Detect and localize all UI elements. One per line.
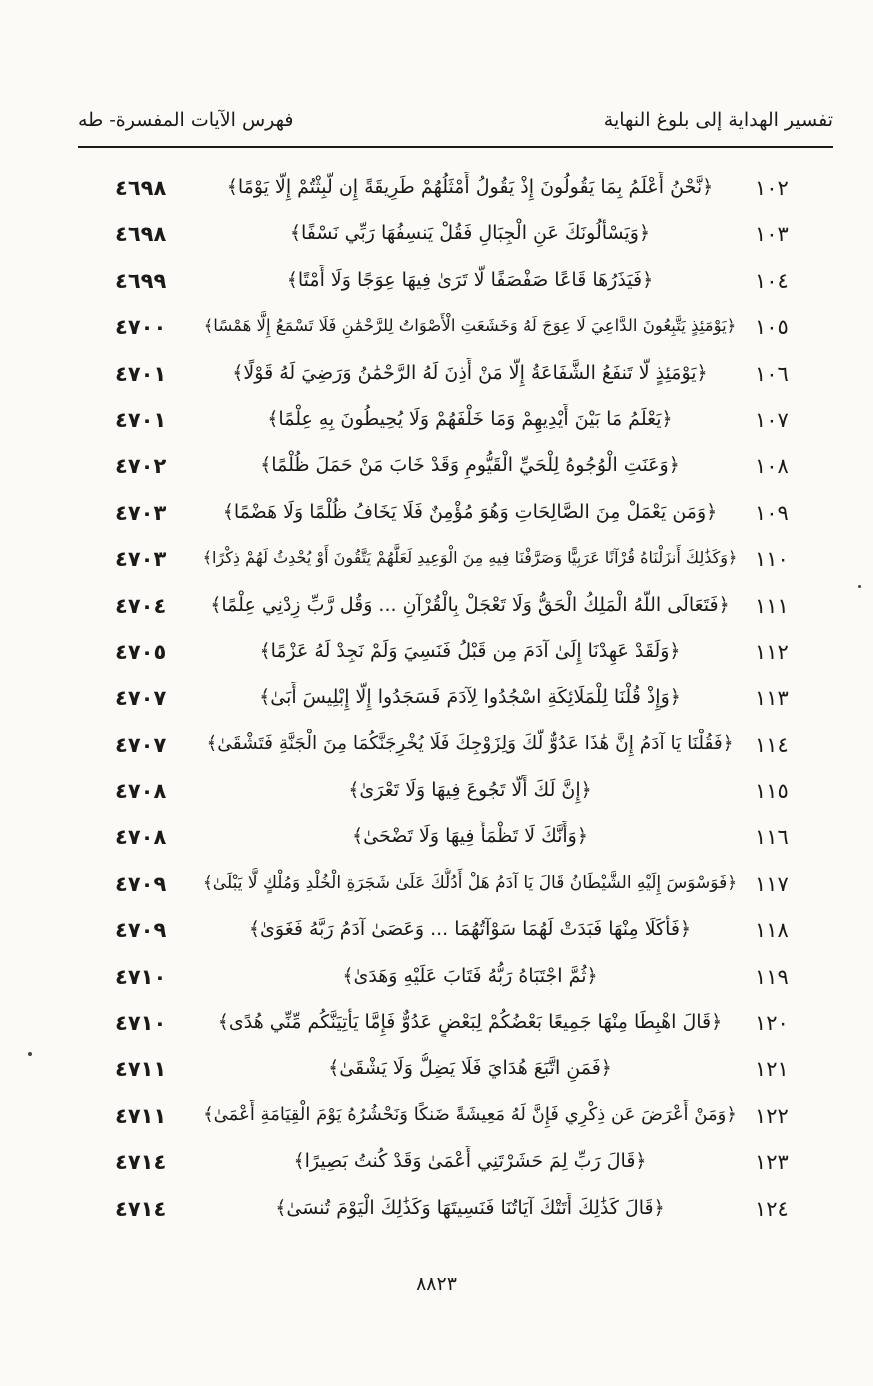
verse-text: ﴿نَّحْنُ أَعْلَمُ بِمَا يَقُولُونَ إِذْ يَقُولُ أَمْثَلُهُمْ طَرِيقَةً إِن لَّبِثْتُمْ إِلَّا يَوْمًا﴾	[226, 176, 714, 198]
page-reference: ٤٧٠١	[115, 361, 167, 386]
page-reference: ٤٧١٠	[115, 964, 167, 989]
verse-number: ١٠٩	[755, 500, 789, 525]
verse-number: ١١٦	[755, 825, 789, 850]
verse-number: ١١٨	[755, 918, 789, 943]
table-row	[0, 354, 873, 400]
page-reference: ٤٧٠٨	[115, 779, 167, 804]
table-row	[0, 678, 873, 724]
page-reference: ٤٧٠٧	[115, 686, 167, 711]
table-row	[0, 307, 873, 353]
verse-number: ١١٠	[755, 547, 789, 572]
page-reference: ٤٧٠٢	[115, 454, 167, 479]
table-row	[0, 168, 873, 214]
page-reference: ٤٧١١	[115, 1103, 167, 1128]
verse-number: ١٢٣	[755, 1150, 789, 1175]
page-reference: ٤٦٩٩	[115, 268, 167, 293]
verse-text: ﴿يَوْمَئِذٍ يَتَّبِعُونَ الدَّاعِيَ لَا عِوَجَ لَهُ وَخَشَعَتِ الْأَصْوَاتُ لِلرَّحْمَٰنِ فَلَا تَسْمَعُ إِلَّا هَمْسًا﴾	[203, 316, 737, 336]
table-row	[0, 493, 873, 539]
table-row	[0, 446, 873, 492]
table-row	[0, 214, 873, 260]
verse-number: ١١١	[755, 593, 789, 618]
verse-text: ﴿فَيَذَرُهَا قَاعًا صَفْصَفًا لَّا تَرَىٰ فِيهَا عِوَجًا وَلَا أَمْتًا﴾	[286, 268, 654, 291]
verse-number: ١١٧	[755, 871, 789, 896]
verse-index-table	[0, 168, 873, 1235]
verse-number: ١٠٤	[755, 268, 789, 293]
verse-number: ١٢٠	[755, 1011, 789, 1036]
page-reference: ٤٧٠٣	[115, 547, 167, 572]
verse-text: ﴿وَيَسْأَلُونَكَ عَنِ الْجِبَالِ فَقُلْ يَنسِفُهَا رَبِّي نَسْفًا﴾	[289, 222, 651, 245]
verse-text: ﴿قَالَ رَبِّ لِمَ حَشَرْتَنِي أَعْمَىٰ وَقَدْ كُنتُ بَصِيرًا﴾	[293, 1150, 647, 1173]
verse-text: ﴿وَعَنَتِ الْوُجُوهُ لِلْحَيِّ الْقَيُّومِ وَقَدْ خَابَ مَنْ حَمَلَ ظُلْمًا﴾	[260, 454, 680, 477]
table-row	[0, 725, 873, 771]
verse-number: ١١٩	[755, 964, 789, 989]
table-row	[0, 1096, 873, 1142]
table-row	[0, 261, 873, 307]
page-reference: ٤٧٠٩	[115, 871, 167, 896]
verse-number: ١٠٨	[755, 454, 789, 479]
table-row	[0, 1049, 873, 1095]
verse-text: ﴿قَالَ اهْبِطَا مِنْهَا جَمِيعًا بَعْضُكُمْ لِبَعْضٍ عَدُوٌّ فَإِمَّا يَأْتِيَنَّكُم مِّنِّي هُدًى﴾	[217, 1011, 723, 1034]
verse-number: ١١٤	[755, 732, 789, 757]
page-reference: ٤٧٠٣	[115, 500, 167, 525]
page-reference: ٤٧٠٨	[115, 825, 167, 850]
verse-number: ١٢٢	[755, 1103, 789, 1128]
verse-text: ﴿ثُمَّ اجْتَبَاهُ رَبُّهُ فَتَابَ عَلَيْهِ وَهَدَىٰ﴾	[342, 964, 598, 987]
scan-speck	[858, 585, 861, 588]
page-reference: ٤٦٩٨	[115, 222, 167, 247]
verse-number: ١٠٣	[755, 222, 789, 247]
verse-text: ﴿فَتَعَالَى اللَّهُ الْمَلِكُ الْحَقُّ وَلَا تَعْجَلْ بِالْقُرْآنِ ... وَقُل رَّبِّ زِدْنِي عِلْمًا﴾	[210, 593, 730, 616]
verse-text: ﴿فَمَنِ اتَّبَعَ هُدَايَ فَلَا يَضِلُّ وَلَا يَشْقَىٰ﴾	[328, 1057, 612, 1080]
verse-text: ﴿وَلَقَدْ عَهِدْنَا إِلَىٰ آدَمَ مِن قَبْلُ فَنَسِيَ وَلَمْ نَجِدْ لَهُ عَزْمًا﴾	[259, 639, 681, 662]
verse-text: ﴿قَالَ كَذَٰلِكَ أَتَتْكَ آيَاتُنَا فَنَسِيتَهَا وَكَذَٰلِكَ الْيَوْمَ تُنسَىٰ﴾	[275, 1196, 665, 1219]
table-row	[0, 957, 873, 1003]
verse-text: ﴿وَأَنَّكَ لَا تَظْمَأُ فِيهَا وَلَا تَضْحَىٰ﴾	[352, 825, 588, 848]
page-reference: ٤٧٠٠	[115, 315, 167, 340]
verse-number: ١٠٦	[755, 361, 789, 386]
running-header	[78, 100, 833, 140]
verse-number: ١١٥	[755, 779, 789, 804]
page-reference: ٤٧٠٥	[115, 639, 167, 664]
page-reference: ٤٦٩٨	[115, 176, 167, 200]
page-reference: ٤٧١٠	[115, 1011, 167, 1036]
page-reference: ٤٧١١	[115, 1057, 167, 1082]
verse-text: ﴿وَمَنْ أَعْرَضَ عَن ذِكْرِي فَإِنَّ لَهُ مَعِيشَةً ضَنكًا وَنَحْشُرُهُ يَوْمَ الْقِيَامَةِ أَعْمَىٰ﴾	[203, 1103, 737, 1125]
verse-number: ١١٢	[755, 639, 789, 664]
page-reference: ٤٧٠١	[115, 407, 167, 432]
table-row	[0, 864, 873, 910]
verse-number: ١٠٢	[755, 176, 789, 200]
table-row	[0, 1003, 873, 1049]
verse-text: ﴿وَإِذْ قُلْنَا لِلْمَلَائِكَةِ اسْجُدُوا لِآدَمَ فَسَجَدُوا إِلَّا إِبْلِيسَ أَبَىٰ﴾	[259, 686, 681, 709]
verse-text: ﴿يَوْمَئِذٍ لَّا تَنفَعُ الشَّفَاعَةُ إِلَّا مَنْ أَذِنَ لَهُ الرَّحْمَٰنُ وَرَضِيَ لَهُ قَوْلًا﴾	[232, 361, 708, 384]
header-book-title: تفسير الهداية إلى بلوغ النهاية	[603, 109, 833, 131]
verse-number: ١٢٤	[755, 1196, 789, 1221]
verse-text: ﴿فَقُلْنَا يَا آدَمُ إِنَّ هَٰذَا عَدُوٌّ لَّكَ وَلِزَوْجِكَ فَلَا يُخْرِجَنَّكُمَا مِنَ الْجَنَّةِ فَتَشْقَىٰ﴾	[206, 732, 734, 754]
verse-number: ١١٣	[755, 686, 789, 711]
table-row	[0, 817, 873, 863]
table-row	[0, 1142, 873, 1188]
table-row	[0, 1189, 873, 1235]
verse-text: ﴿فَأَكَلَا مِنْهَا فَبَدَتْ لَهُمَا سَوْآتُهُمَا ... وَعَصَىٰ آدَمُ رَبَّهُ فَغَوَىٰ﴾	[248, 918, 692, 941]
verse-number: ١٠٥	[755, 315, 789, 340]
verse-text: ﴿يَعْلَمُ مَا بَيْنَ أَيْدِيهِمْ وَمَا خَلْفَهُمْ وَلَا يُحِيطُونَ بِهِ عِلْمًا﴾	[267, 407, 673, 430]
header-section-title: فهرس الآيات المفسرة- طه	[78, 109, 294, 131]
table-row	[0, 539, 873, 585]
page-reference: ٤٧١٤	[115, 1196, 167, 1221]
page-reference: ٤٧٠٤	[115, 593, 167, 618]
verse-number: ١٠٧	[755, 407, 789, 432]
page-reference: ٤٧٠٧	[115, 732, 167, 757]
verse-number: ١٢١	[755, 1057, 789, 1082]
page-reference: ٤٧٠٩	[115, 918, 167, 943]
verse-text: ﴿فَوَسْوَسَ إِلَيْهِ الشَّيْطَانُ قَالَ يَا آدَمُ هَلْ أَدُلُّكَ عَلَىٰ شَجَرَةِ الْخُلْدِ وَمُلْكٍ لَّا يَبْلَىٰ﴾	[202, 872, 738, 893]
table-row	[0, 400, 873, 446]
scan-speck	[28, 1052, 32, 1056]
page-reference: ٤٧١٤	[115, 1150, 167, 1175]
page-number: ٨٨٢٣	[416, 1273, 457, 1295]
table-row	[0, 632, 873, 678]
table-row	[0, 910, 873, 956]
header-rule	[78, 146, 833, 148]
verse-text: ﴿وَمَن يَعْمَلْ مِنَ الصَّالِحَاتِ وَهُوَ مُؤْمِنٌ فَلَا يَخَافُ ظُلْمًا وَلَا هَضْمًا﴾	[222, 500, 718, 523]
table-row	[0, 771, 873, 817]
table-row	[0, 586, 873, 632]
verse-text: ﴿إِنَّ لَكَ أَلَّا تَجُوعَ فِيهَا وَلَا تَعْرَىٰ﴾	[348, 779, 592, 802]
verse-text: ﴿وَكَذَٰلِكَ أَنزَلْنَاهُ قُرْآنًا عَرَبِيًّا وَصَرَّفْنَا فِيهِ مِنَ الْوَعِيدِ لَعَلَّهُمْ يَتَّقُونَ أَوْ يُحْدِثُ لَهُمْ ذِكْرًا﴾	[202, 548, 738, 568]
